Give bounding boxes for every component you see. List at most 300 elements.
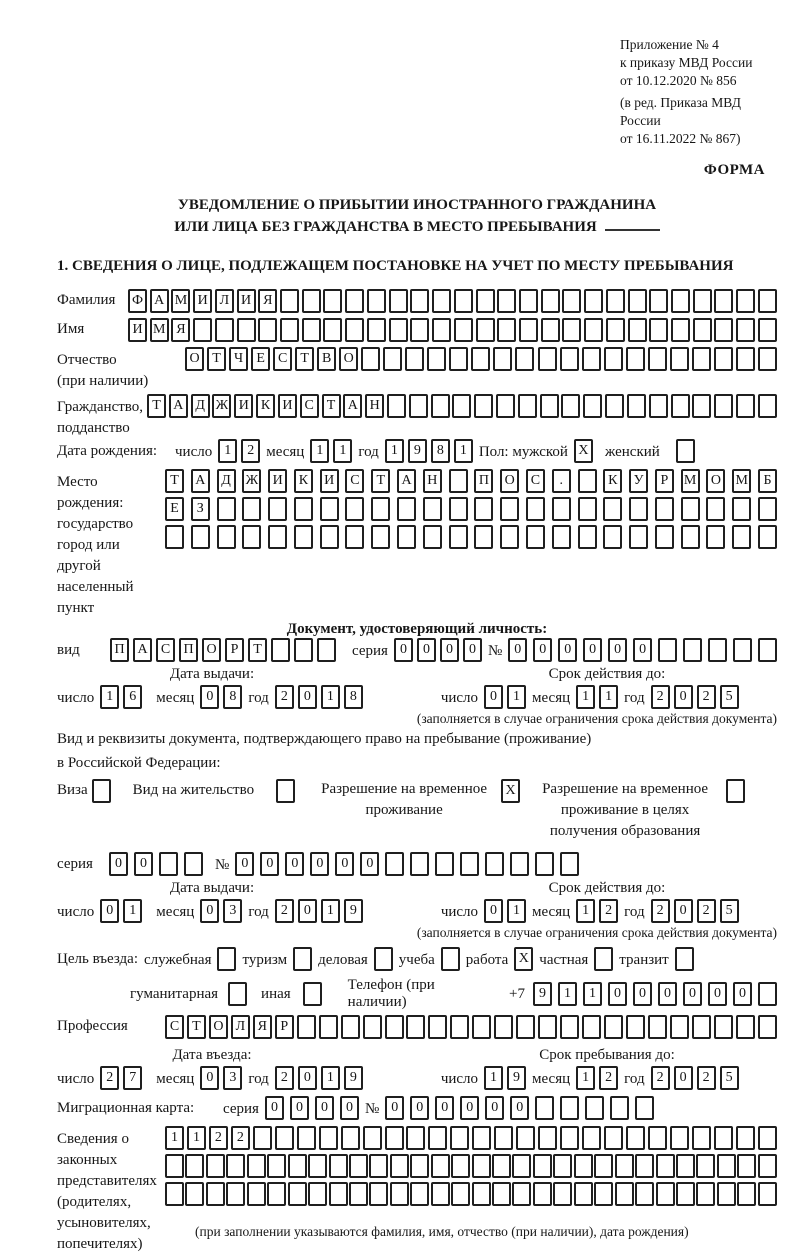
permit-number-cell[interactable]: 0 <box>285 852 304 876</box>
birth-place-cell[interactable] <box>449 525 468 549</box>
legal-representative-cell[interactable] <box>319 1126 338 1150</box>
birth-place-cell[interactable] <box>552 525 571 549</box>
permit-issue-month-cell[interactable]: 3 <box>223 899 242 923</box>
patronymic-cell[interactable]: Ч <box>229 347 248 371</box>
birth-place-cell[interactable]: С <box>526 469 545 493</box>
migration-number-cell[interactable]: 0 <box>485 1096 504 1120</box>
legal-representative-cell[interactable] <box>656 1182 675 1206</box>
patronymic-cell[interactable] <box>758 347 777 371</box>
birth-place-cell[interactable]: Т <box>371 469 390 493</box>
surname-cell[interactable] <box>345 289 364 313</box>
profession-cell[interactable] <box>428 1015 447 1039</box>
passport-number-cell[interactable]: 0 <box>583 638 602 662</box>
given-name-cell[interactable] <box>649 318 668 342</box>
given-name-cell[interactable]: И <box>128 318 147 342</box>
birth-place-cell[interactable]: Ж <box>242 469 261 493</box>
passport-exp-year-cell[interactable]: 2 <box>697 685 716 709</box>
legal-representative-cell[interactable] <box>736 1126 755 1150</box>
birth-place-cell[interactable] <box>629 497 648 521</box>
permit-number-cell[interactable]: 0 <box>310 852 329 876</box>
legal-representative-cell[interactable] <box>428 1126 447 1150</box>
passport-number-cell[interactable]: 0 <box>633 638 652 662</box>
profession-cell[interactable] <box>626 1015 645 1039</box>
birth-place-cell[interactable]: . <box>552 469 571 493</box>
birth-place-cell[interactable]: К <box>294 469 313 493</box>
legal-representative-cell[interactable] <box>538 1126 557 1150</box>
passport-issue-year-cell[interactable]: 2 <box>275 685 294 709</box>
birth-place-cell[interactable]: И <box>320 469 339 493</box>
legal-representative-cell[interactable] <box>165 1182 184 1206</box>
given-name-cell[interactable] <box>193 318 212 342</box>
patronymic-cell[interactable]: С <box>273 347 292 371</box>
residence-permit-checkbox[interactable] <box>276 779 295 803</box>
given-name-cell[interactable] <box>454 318 473 342</box>
legal-representative-cell[interactable] <box>635 1182 654 1206</box>
birth-place-cell[interactable]: О <box>500 469 519 493</box>
given-name-cell[interactable] <box>497 318 516 342</box>
migration-series-cell[interactable]: 0 <box>265 1096 284 1120</box>
profession-cell[interactable] <box>736 1015 755 1039</box>
permit-number-cell[interactable] <box>410 852 429 876</box>
phone-cell[interactable] <box>758 982 777 1006</box>
stay-year-cell[interactable]: 2 <box>651 1066 670 1090</box>
legal-representative-cell[interactable] <box>626 1126 645 1150</box>
stay-month-cell[interactable]: 1 <box>576 1066 595 1090</box>
legal-representative-cell[interactable] <box>472 1154 491 1178</box>
birth-place-cell[interactable] <box>320 497 339 521</box>
given-name-cell[interactable] <box>410 318 429 342</box>
profession-cell[interactable] <box>319 1015 338 1039</box>
birth-place-cell[interactable] <box>320 525 339 549</box>
given-name-cell[interactable] <box>758 318 777 342</box>
legal-representative-cell[interactable] <box>717 1154 736 1178</box>
citizenship-cell[interactable] <box>583 394 602 418</box>
migration-number-cell[interactable]: 0 <box>435 1096 454 1120</box>
citizenship-cell[interactable]: И <box>234 394 253 418</box>
given-name-cell[interactable] <box>323 318 342 342</box>
birth-place-cell[interactable] <box>758 525 777 549</box>
permit-issue-year-cell[interactable]: 1 <box>321 899 340 923</box>
patronymic-cell[interactable] <box>405 347 424 371</box>
legal-representative-cell[interactable] <box>594 1154 613 1178</box>
doc-kind-cell[interactable]: Р <box>225 638 244 662</box>
passport-number-cell[interactable]: 0 <box>558 638 577 662</box>
surname-cell[interactable] <box>476 289 495 313</box>
doc-kind-cell[interactable]: П <box>179 638 198 662</box>
legal-representative-cell[interactable] <box>758 1182 777 1206</box>
entry-month-cell[interactable]: 0 <box>200 1066 219 1090</box>
profession-cell[interactable]: Р <box>275 1015 294 1039</box>
phone-cell[interactable]: 1 <box>583 982 602 1006</box>
legal-representative-cell[interactable] <box>696 1182 715 1206</box>
permit-number-cell[interactable]: 0 <box>335 852 354 876</box>
birth-place-cell[interactable] <box>423 497 442 521</box>
migration-number-cell[interactable] <box>535 1096 554 1120</box>
surname-cell[interactable] <box>606 289 625 313</box>
doc-kind-cell[interactable] <box>271 638 290 662</box>
doc-kind-cell[interactable]: О <box>202 638 221 662</box>
temp-residence-checkbox[interactable]: X <box>501 779 520 803</box>
citizenship-cell[interactable]: Н <box>365 394 384 418</box>
profession-cell[interactable] <box>648 1015 667 1039</box>
profession-cell[interactable]: Л <box>231 1015 250 1039</box>
stay-year-cell[interactable]: 5 <box>720 1066 739 1090</box>
permit-number-cell[interactable] <box>460 852 479 876</box>
birth-place-cell[interactable] <box>629 525 648 549</box>
citizenship-cell[interactable]: Т <box>322 394 341 418</box>
birth-place-cell[interactable] <box>449 469 468 493</box>
birth-place-cell[interactable] <box>371 525 390 549</box>
surname-cell[interactable] <box>367 289 386 313</box>
legal-representative-cell[interactable] <box>385 1126 404 1150</box>
birth-place-cell[interactable]: У <box>629 469 648 493</box>
patronymic-cell[interactable] <box>471 347 490 371</box>
legal-representative-cell[interactable] <box>451 1182 470 1206</box>
permit-issue-day-cell[interactable]: 1 <box>123 899 142 923</box>
given-name-cell[interactable] <box>519 318 538 342</box>
patronymic-cell[interactable] <box>648 347 667 371</box>
legal-representative-cell[interactable] <box>533 1182 552 1206</box>
surname-cell[interactable]: Л <box>215 289 234 313</box>
surname-cell[interactable] <box>302 289 321 313</box>
profession-cell[interactable]: С <box>165 1015 184 1039</box>
migration-series-cell[interactable]: 0 <box>315 1096 334 1120</box>
legal-representative-cell[interactable]: 2 <box>231 1126 250 1150</box>
legal-representative-cell[interactable] <box>363 1126 382 1150</box>
profession-cell[interactable] <box>297 1015 316 1039</box>
legal-representative-cell[interactable] <box>553 1182 572 1206</box>
legal-representative-cell[interactable] <box>329 1182 348 1206</box>
birth-place-cell[interactable] <box>217 525 236 549</box>
legal-representative-cell[interactable] <box>615 1182 634 1206</box>
legal-representative-cell[interactable] <box>676 1154 695 1178</box>
citizenship-cell[interactable] <box>409 394 428 418</box>
given-name-cell[interactable] <box>562 318 581 342</box>
birth-place-cell[interactable] <box>706 525 725 549</box>
permit-series-cell[interactable] <box>159 852 178 876</box>
surname-cell[interactable] <box>497 289 516 313</box>
given-name-cell[interactable] <box>541 318 560 342</box>
surname-cell[interactable] <box>454 289 473 313</box>
profession-cell[interactable] <box>538 1015 557 1039</box>
migration-number-cell[interactable]: 0 <box>385 1096 404 1120</box>
surname-cell[interactable] <box>649 289 668 313</box>
phone-cell[interactable]: 0 <box>608 982 627 1006</box>
birth-place-cell[interactable]: З <box>191 497 210 521</box>
legal-representative-cell[interactable] <box>308 1182 327 1206</box>
surname-cell[interactable] <box>432 289 451 313</box>
citizenship-cell[interactable] <box>452 394 471 418</box>
surname-cell[interactable]: Ф <box>128 289 147 313</box>
birth-year-cell[interactable]: 1 <box>454 439 473 463</box>
citizenship-cell[interactable] <box>605 394 624 418</box>
permit-issue-year-cell[interactable]: 9 <box>344 899 363 923</box>
birth-place-cell[interactable]: А <box>191 469 210 493</box>
passport-number-cell[interactable] <box>758 638 777 662</box>
stay-year-cell[interactable]: 0 <box>674 1066 693 1090</box>
birth-place-cell[interactable]: А <box>397 469 416 493</box>
citizenship-cell[interactable]: А <box>169 394 188 418</box>
birth-place-cell[interactable]: С <box>345 469 364 493</box>
phone-cell[interactable]: 9 <box>533 982 552 1006</box>
birth-place-cell[interactable] <box>706 497 725 521</box>
birth-place-cell[interactable]: Е <box>165 497 184 521</box>
birth-place-cell[interactable] <box>500 525 519 549</box>
permit-number-cell[interactable] <box>485 852 504 876</box>
legal-representative-cell[interactable] <box>582 1126 601 1150</box>
profession-cell[interactable] <box>363 1015 382 1039</box>
birth-place-cell[interactable]: М <box>732 469 751 493</box>
profession-cell[interactable] <box>714 1015 733 1039</box>
birth-place-cell[interactable] <box>578 469 597 493</box>
legal-representative-cell[interactable] <box>758 1126 777 1150</box>
legal-representative-cell[interactable] <box>226 1154 245 1178</box>
birth-year-cell[interactable]: 9 <box>408 439 427 463</box>
legal-representative-cell[interactable] <box>492 1154 511 1178</box>
passport-series-cell[interactable]: 0 <box>394 638 413 662</box>
legal-representative-cell[interactable] <box>656 1154 675 1178</box>
migration-number-cell[interactable]: 0 <box>410 1096 429 1120</box>
surname-cell[interactable]: М <box>171 289 190 313</box>
permit-issue-month-cell[interactable]: 0 <box>200 899 219 923</box>
permit-number-cell[interactable] <box>535 852 554 876</box>
visa-checkbox[interactable] <box>92 779 111 803</box>
passport-number-cell[interactable]: 0 <box>533 638 552 662</box>
birth-place-cell[interactable] <box>423 525 442 549</box>
phone-cell[interactable]: 0 <box>708 982 727 1006</box>
legal-representative-cell[interactable] <box>615 1154 634 1178</box>
given-name-cell[interactable]: Я <box>171 318 190 342</box>
entry-month-cell[interactable]: 3 <box>223 1066 242 1090</box>
citizenship-cell[interactable] <box>671 394 690 418</box>
passport-number-cell[interactable] <box>708 638 727 662</box>
birth-place-cell[interactable]: О <box>706 469 725 493</box>
legal-representative-cell[interactable] <box>247 1182 266 1206</box>
citizenship-cell[interactable] <box>431 394 450 418</box>
legal-representative-cell[interactable] <box>349 1182 368 1206</box>
surname-cell[interactable] <box>410 289 429 313</box>
legal-representative-cell[interactable] <box>267 1154 286 1178</box>
birth-place-cell[interactable] <box>732 497 751 521</box>
permit-exp-year-cell[interactable]: 5 <box>720 899 739 923</box>
migration-number-cell[interactable] <box>635 1096 654 1120</box>
permit-number-cell[interactable]: 0 <box>360 852 379 876</box>
birth-place-cell[interactable] <box>578 525 597 549</box>
legal-representative-cell[interactable] <box>512 1154 531 1178</box>
birth-month-cell[interactable]: 1 <box>333 439 352 463</box>
citizenship-cell[interactable]: Ж <box>212 394 231 418</box>
purpose-work-checkbox[interactable]: X <box>514 947 533 971</box>
legal-representative-cell[interactable] <box>410 1154 429 1178</box>
permit-exp-month-cell[interactable]: 1 <box>576 899 595 923</box>
entry-year-cell[interactable]: 9 <box>344 1066 363 1090</box>
legal-representative-cell[interactable] <box>329 1154 348 1178</box>
birth-place-cell[interactable] <box>268 497 287 521</box>
passport-issue-day-cell[interactable]: 1 <box>100 685 119 709</box>
permit-number-cell[interactable] <box>560 852 579 876</box>
entry-day-cell[interactable]: 2 <box>100 1066 119 1090</box>
passport-number-cell[interactable]: 0 <box>608 638 627 662</box>
stay-day-cell[interactable]: 9 <box>507 1066 526 1090</box>
passport-issue-day-cell[interactable]: 6 <box>123 685 142 709</box>
legal-representative-cell[interactable] <box>406 1126 425 1150</box>
citizenship-cell[interactable] <box>387 394 406 418</box>
birth-place-cell[interactable] <box>526 525 545 549</box>
given-name-cell[interactable] <box>258 318 277 342</box>
patronymic-cell[interactable]: Т <box>207 347 226 371</box>
legal-representative-cell[interactable] <box>670 1126 689 1150</box>
passport-exp-day-cell[interactable]: 1 <box>507 685 526 709</box>
birth-place-cell[interactable] <box>500 497 519 521</box>
passport-series-cell[interactable]: 0 <box>440 638 459 662</box>
legal-representative-cell[interactable] <box>450 1126 469 1150</box>
surname-cell[interactable]: А <box>150 289 169 313</box>
profession-cell[interactable]: О <box>209 1015 228 1039</box>
birth-place-cell[interactable]: М <box>681 469 700 493</box>
surname-cell[interactable] <box>584 289 603 313</box>
legal-representative-cell[interactable] <box>431 1182 450 1206</box>
profession-cell[interactable] <box>758 1015 777 1039</box>
birth-place-cell[interactable] <box>603 525 622 549</box>
legal-representative-cell[interactable] <box>516 1126 535 1150</box>
legal-representative-cell[interactable] <box>604 1126 623 1150</box>
legal-representative-cell[interactable] <box>369 1154 388 1178</box>
legal-representative-cell[interactable] <box>288 1182 307 1206</box>
birth-place-cell[interactable]: Б <box>758 469 777 493</box>
legal-representative-cell[interactable] <box>390 1182 409 1206</box>
birth-place-cell[interactable] <box>474 525 493 549</box>
phone-cell[interactable]: 0 <box>658 982 677 1006</box>
legal-representative-cell[interactable] <box>185 1154 204 1178</box>
surname-cell[interactable] <box>714 289 733 313</box>
doc-kind-cell[interactable]: А <box>133 638 152 662</box>
birth-place-cell[interactable] <box>345 497 364 521</box>
permit-series-cell[interactable] <box>184 852 203 876</box>
birth-place-cell[interactable] <box>732 525 751 549</box>
legal-representative-cell[interactable] <box>692 1126 711 1150</box>
birth-place-cell[interactable] <box>294 497 313 521</box>
surname-cell[interactable] <box>541 289 560 313</box>
passport-series-cell[interactable]: 0 <box>463 638 482 662</box>
birth-place-cell[interactable] <box>655 525 674 549</box>
passport-exp-year-cell[interactable]: 0 <box>674 685 693 709</box>
legal-representative-cell[interactable] <box>206 1182 225 1206</box>
given-name-cell[interactable] <box>714 318 733 342</box>
birth-year-cell[interactable]: 1 <box>385 439 404 463</box>
legal-representative-cell[interactable] <box>472 1182 491 1206</box>
profession-cell[interactable] <box>560 1015 579 1039</box>
purpose-business-checkbox[interactable] <box>374 947 393 971</box>
migration-number-cell[interactable]: 0 <box>460 1096 479 1120</box>
migration-number-cell[interactable]: 0 <box>510 1096 529 1120</box>
legal-representative-cell[interactable]: 1 <box>187 1126 206 1150</box>
citizenship-cell[interactable]: С <box>300 394 319 418</box>
permit-exp-day-cell[interactable]: 1 <box>507 899 526 923</box>
migration-number-cell[interactable] <box>560 1096 579 1120</box>
given-name-cell[interactable] <box>693 318 712 342</box>
given-name-cell[interactable] <box>432 318 451 342</box>
stay-year-cell[interactable]: 2 <box>697 1066 716 1090</box>
birth-place-cell[interactable] <box>345 525 364 549</box>
doc-kind-cell[interactable] <box>294 638 313 662</box>
citizenship-cell[interactable] <box>540 394 559 418</box>
profession-cell[interactable] <box>406 1015 425 1039</box>
entry-year-cell[interactable]: 2 <box>275 1066 294 1090</box>
legal-representative-cell[interactable] <box>737 1182 756 1206</box>
profession-cell[interactable] <box>692 1015 711 1039</box>
birth-place-cell[interactable]: Д <box>217 469 236 493</box>
given-name-cell[interactable] <box>584 318 603 342</box>
patronymic-cell[interactable] <box>449 347 468 371</box>
surname-cell[interactable] <box>562 289 581 313</box>
passport-issue-year-cell[interactable]: 8 <box>344 685 363 709</box>
passport-series-cell[interactable]: 0 <box>417 638 436 662</box>
birth-place-cell[interactable] <box>191 525 210 549</box>
permit-number-cell[interactable] <box>510 852 529 876</box>
citizenship-cell[interactable] <box>692 394 711 418</box>
permit-number-cell[interactable]: 0 <box>235 852 254 876</box>
legal-representative-cell[interactable] <box>574 1182 593 1206</box>
patronymic-cell[interactable] <box>560 347 579 371</box>
legal-representative-cell[interactable] <box>696 1154 715 1178</box>
legal-representative-cell[interactable] <box>185 1182 204 1206</box>
legal-representative-cell[interactable] <box>512 1182 531 1206</box>
purpose-humanitarian-checkbox[interactable] <box>228 982 247 1006</box>
passport-exp-month-cell[interactable]: 1 <box>599 685 618 709</box>
profession-cell[interactable] <box>472 1015 491 1039</box>
permit-number-cell[interactable] <box>435 852 454 876</box>
passport-exp-day-cell[interactable]: 0 <box>484 685 503 709</box>
profession-cell[interactable]: Я <box>253 1015 272 1039</box>
given-name-cell[interactable] <box>736 318 755 342</box>
permit-issue-day-cell[interactable]: 0 <box>100 899 119 923</box>
citizenship-cell[interactable] <box>496 394 515 418</box>
purpose-private-checkbox[interactable] <box>594 947 613 971</box>
surname-cell[interactable]: И <box>193 289 212 313</box>
patronymic-cell[interactable]: В <box>317 347 336 371</box>
passport-exp-year-cell[interactable]: 5 <box>720 685 739 709</box>
birth-place-cell[interactable] <box>578 497 597 521</box>
stay-day-cell[interactable]: 1 <box>484 1066 503 1090</box>
birth-place-cell[interactable] <box>371 497 390 521</box>
doc-kind-cell[interactable]: П <box>110 638 129 662</box>
entry-year-cell[interactable]: 1 <box>321 1066 340 1090</box>
migration-number-cell[interactable] <box>610 1096 629 1120</box>
legal-representative-cell[interactable] <box>226 1182 245 1206</box>
profession-cell[interactable] <box>516 1015 535 1039</box>
phone-cell[interactable]: 0 <box>633 982 652 1006</box>
phone-cell[interactable]: 0 <box>683 982 702 1006</box>
given-name-cell[interactable] <box>302 318 321 342</box>
citizenship-cell[interactable] <box>758 394 777 418</box>
doc-kind-cell[interactable]: С <box>156 638 175 662</box>
legal-representative-cell[interactable] <box>574 1154 593 1178</box>
purpose-other-checkbox[interactable] <box>303 982 322 1006</box>
permit-issue-year-cell[interactable]: 2 <box>275 899 294 923</box>
permit-number-cell[interactable]: 0 <box>260 852 279 876</box>
birth-place-cell[interactable] <box>655 497 674 521</box>
given-name-cell[interactable] <box>476 318 495 342</box>
legal-representative-cell[interactable] <box>410 1182 429 1206</box>
birth-day-cell[interactable]: 2 <box>241 439 260 463</box>
permit-series-cell[interactable]: 0 <box>134 852 153 876</box>
surname-cell[interactable]: Я <box>258 289 277 313</box>
given-name-cell[interactable] <box>367 318 386 342</box>
birth-place-cell[interactable] <box>603 497 622 521</box>
passport-issue-year-cell[interactable]: 1 <box>321 685 340 709</box>
doc-kind-cell[interactable] <box>317 638 336 662</box>
patronymic-cell[interactable]: О <box>339 347 358 371</box>
